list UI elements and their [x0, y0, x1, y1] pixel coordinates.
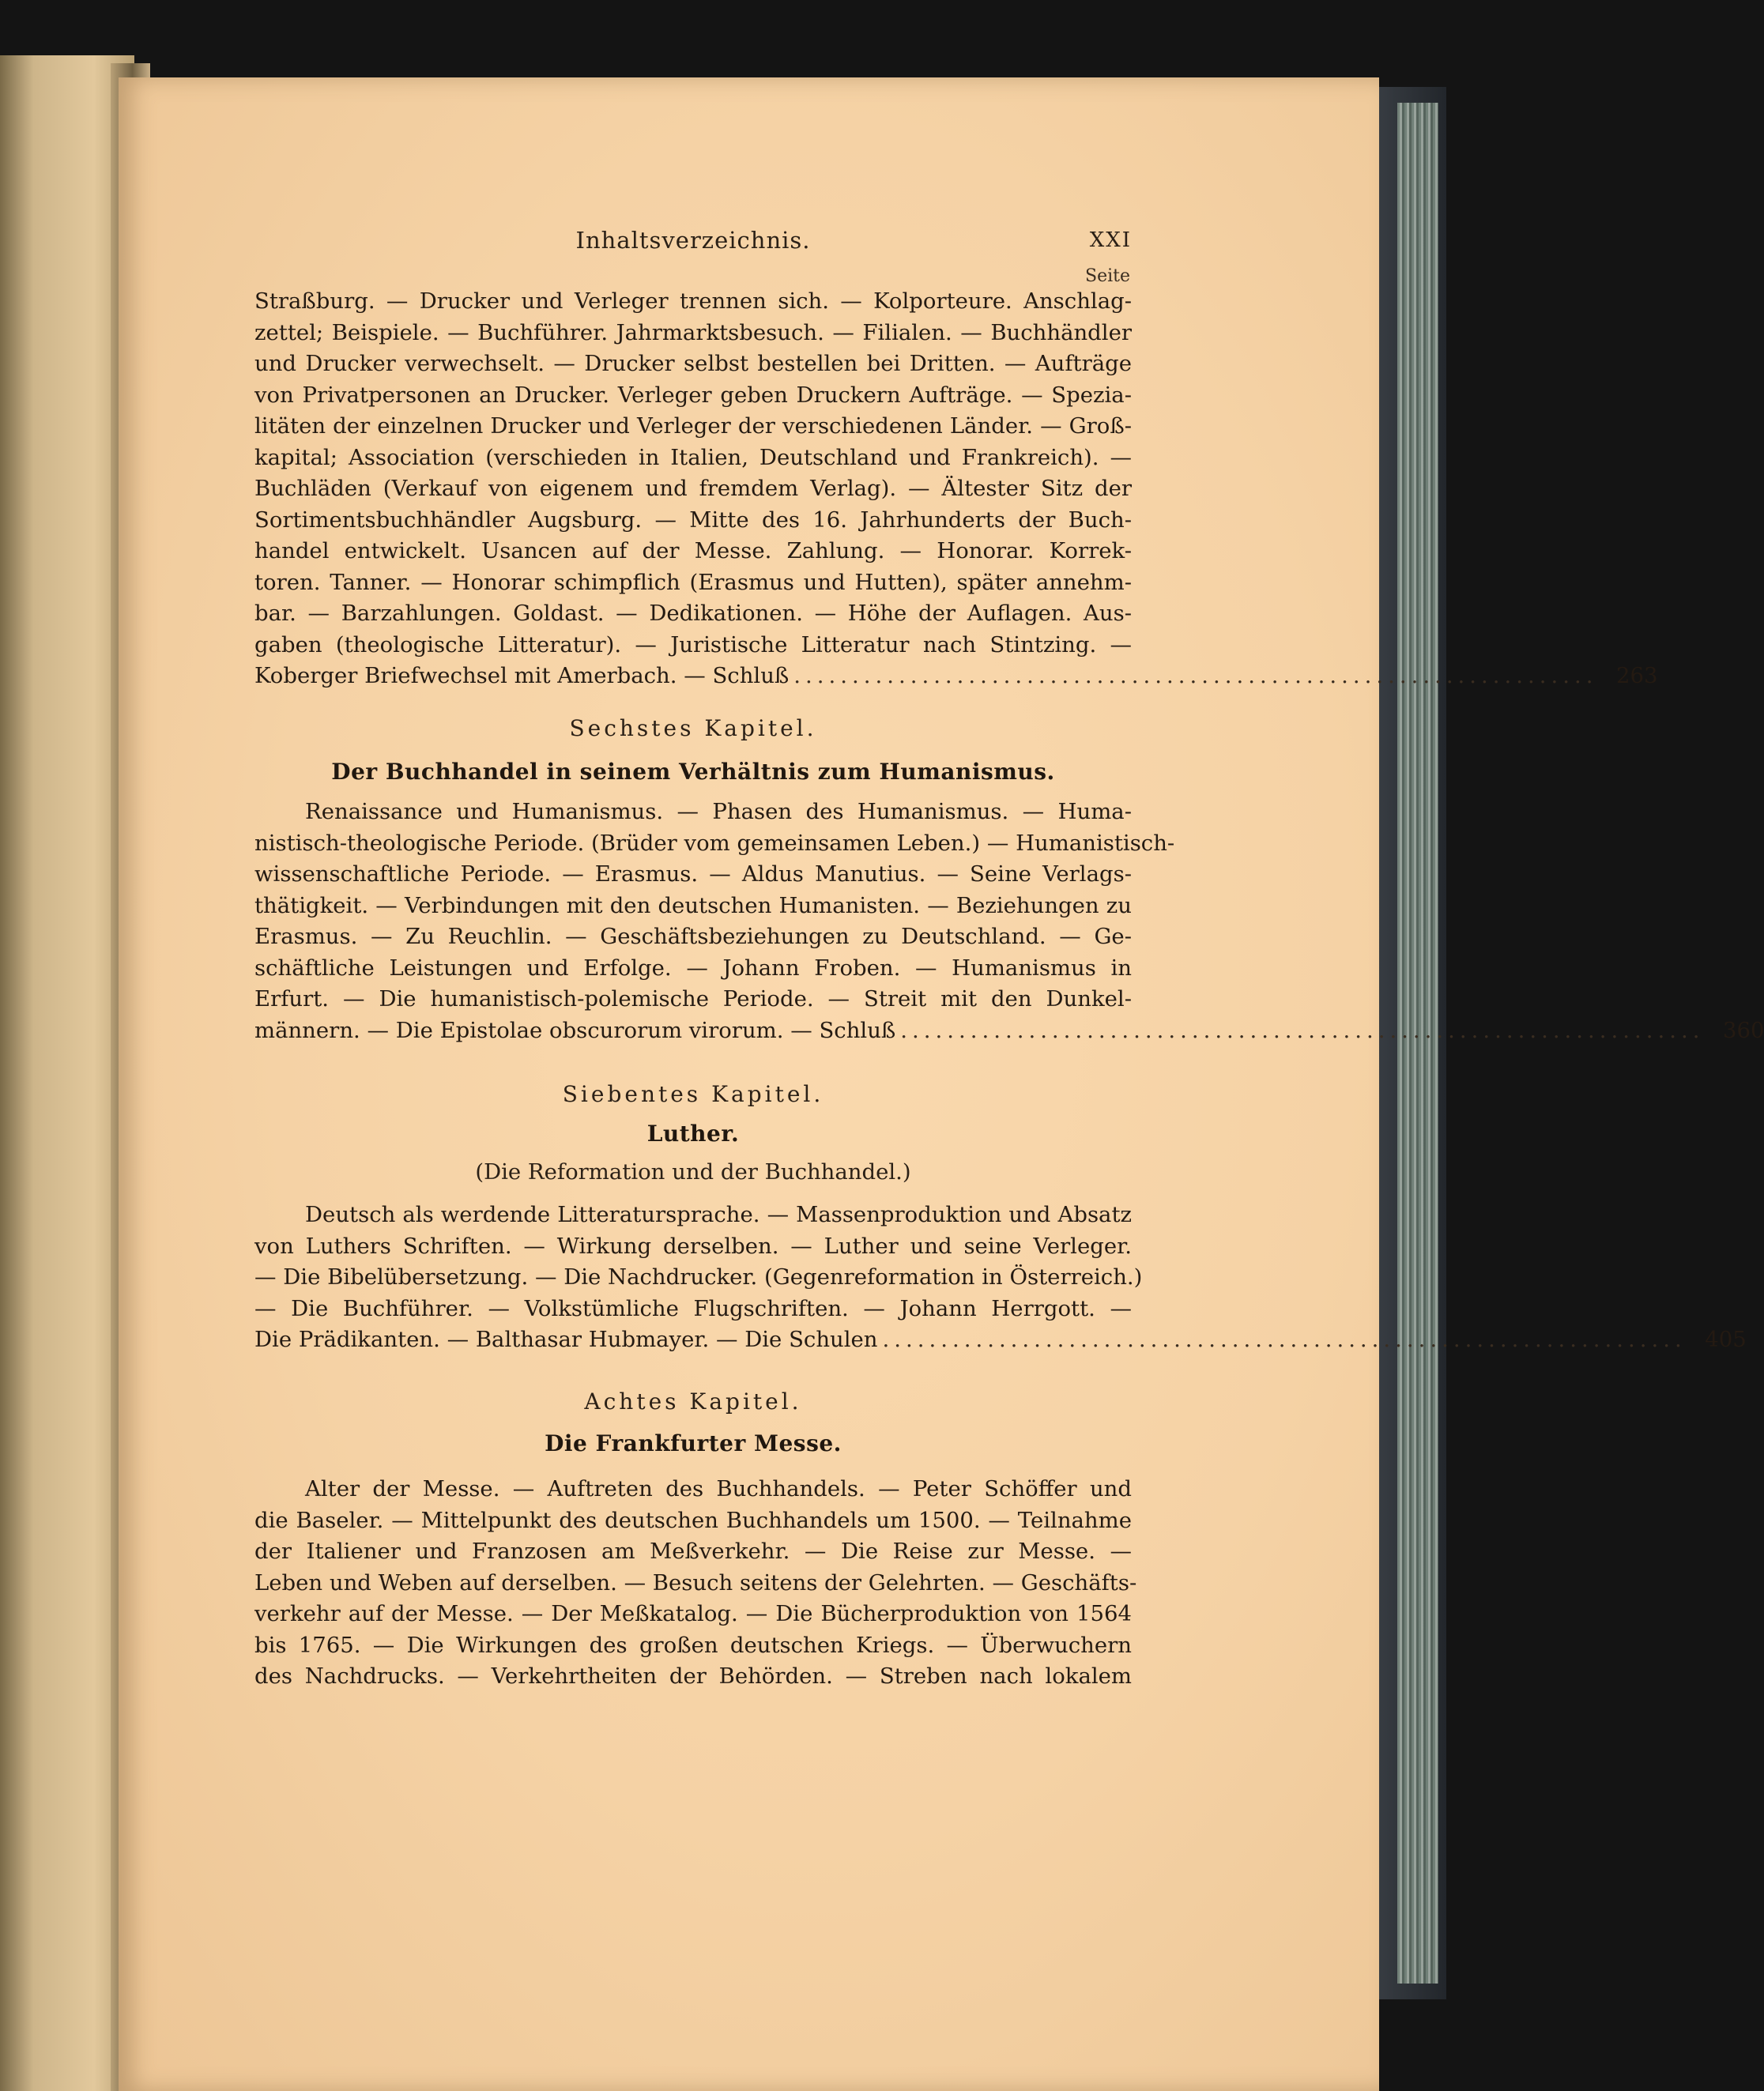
text-line: und Drucker verwechselt. — Drucker selbst bestellen bei Dritten. — Aufträge: [254, 351, 1132, 376]
text-line: — Die Buchführer. — Volkstümliche Flugschriften. — Johann Herrgott. —: [254, 1295, 1132, 1321]
text-line: bar. — Barzahlungen. Goldast. — Dedikationen. — Höhe der Auflagen. Aus-: [254, 601, 1132, 626]
text-line: zettel; Beispiele. — Buchführer. Jahrmarktsbesuch. — Filialen. — Buchhändler: [254, 319, 1132, 345]
chapter-title: Luther.: [646, 1121, 740, 1147]
toc-entry-last-line: [254, 1015, 1764, 1047]
text-line: Erfurt. — Die humanistisch-polemische Periode. — Streit mit den Dunkel-: [254, 986, 1132, 1012]
toc-page-number: 263: [1615, 663, 1658, 688]
chapter-subtitle: (Die Reformation und der Buchhandel.): [475, 1159, 911, 1185]
text-line: — Die Bibelübersetzung. — Die Nachdrucker. (Gegenreformation in Österreich.): [254, 1264, 1143, 1290]
text-line: Deutsch als werdende Litteratursprache. — Massenproduktion und Absatz: [305, 1202, 1132, 1227]
text-line: der Italiener und Franzosen am Meßverkehr. — Die Reise zur Messe. —: [254, 1539, 1132, 1564]
text-line: gaben (theologische Litteratur). — Juristische Litteratur nach Stintzing. —: [254, 631, 1132, 657]
dot-leader: .....................................................................: [793, 663, 1598, 688]
text-line: handel entwickelt. Usancen auf der Messe. Zahlung. — Honorar. Korrek-: [254, 538, 1132, 563]
text-line: Die Prädikanten. — Balthasar Hubmayer. — Die Schulen: [254, 1327, 878, 1352]
text-line: nistisch-theologische Periode. (Brüder vom gemeinsamen Leben.) — Humanistisch-: [254, 830, 1175, 856]
chapter-title: Der Buchhandel in seinem Verhältnis zum Humanismus.: [331, 759, 1055, 785]
chapter7-contents: [254, 1200, 1747, 1356]
text-line: Renaissance und Humanismus. — Phasen des Humanismus. — Huma-: [305, 799, 1132, 824]
toc-entry-last-line: [254, 1324, 1747, 1356]
text-line: Alter der Messe. — Auftreten des Buchhandels. — Peter Schöffer und: [305, 1476, 1132, 1501]
text-line: Leben und Weben auf derselben. — Besuch seitens der Gelehrten. — Geschäfts-: [254, 1569, 1137, 1596]
text-line: Sortimentsbuchhändler Augsburg. — Mitte des 16. Jahrhunderts der Buch-: [254, 507, 1132, 533]
text-line: Erasmus. — Zu Reuchlin. — Geschäftsbeziehungen zu Deutschland. — Ge-: [254, 924, 1132, 949]
chapter-title: Die Frankfurter Messe.: [545, 1430, 842, 1456]
text-line: Straßburg. — Drucker und Verleger trennen sich. — Kolporteure. Anschlag-: [254, 288, 1132, 314]
dot-leader: .....................................................................: [900, 1017, 1705, 1043]
dot-leader: .....................................................................: [882, 1327, 1687, 1352]
chapter-heading: Achtes Kapitel.: [584, 1388, 802, 1415]
text-line: männern. — Die Epistolae obscurorum virorum. — Schluß: [254, 1017, 896, 1043]
text-line: thätigkeit. — Verbindungen mit den deutschen Humanisten. — Beziehungen zu: [254, 892, 1132, 918]
text-line: Buchläden (Verkauf von eigenem und fremdem Verlag). — Ältester Sitz der: [254, 476, 1132, 501]
chapter5-contents: [254, 286, 1658, 692]
seite-column-label: Seite: [1085, 266, 1130, 286]
chapter-heading: Siebentes Kapitel.: [562, 1081, 824, 1107]
text-line: litäten der einzelnen Drucker und Verleger der verschiedenen Länder. — Groß-: [254, 413, 1132, 439]
toc-entry-last-line: [254, 661, 1658, 692]
text-line: des Nachdrucks. — Verkehrtheiten der Behörden. — Streben nach lokalem: [254, 1663, 1132, 1689]
chapter6-contents: [254, 797, 1764, 1046]
header-page-number: XXI: [1089, 228, 1132, 252]
text-line: Koberger Briefwechsel mit Amerbach. — Schluß: [254, 663, 790, 688]
chapter-heading: Sechstes Kapitel.: [569, 715, 817, 741]
text-line: bis 1765. — Die Wirkungen des großen deutschen Kriegs. — Überwuchern: [254, 1632, 1132, 1658]
header-title: Inhaltsverzeichnis.: [575, 227, 811, 254]
text-line: wissenschaftliche Periode. — Erasmus. — Aldus Manutius. — Seine Verlags-: [254, 861, 1132, 887]
text-line: verkehr auf der Messe. — Der Meßkatalog. — Die Bücherproduktion von 1564: [254, 1601, 1132, 1626]
text-line: von Luthers Schriften. — Wirkung derselben. — Luther und seine Verleger.: [254, 1233, 1132, 1259]
toc-page-number: 360: [1722, 1017, 1764, 1043]
text-line: toren. Tanner. — Honorar schimpflich (Erasmus und Hutten), später annehm-: [254, 569, 1132, 595]
text-line: die Baseler. — Mittelpunkt des deutschen Buchhandels um 1500. — Teilnahme: [254, 1507, 1132, 1533]
text-line: schäftliche Leistungen und Erfolge. — Johann Froben. — Humanismus in: [254, 955, 1132, 981]
text-line: von Privatpersonen an Drucker. Verleger geben Druckern Aufträge. — Spezia-: [254, 382, 1132, 408]
chapter8-contents: [254, 1474, 1137, 1693]
toc-page-number: 405: [1705, 1327, 1747, 1352]
running-header: [254, 227, 1132, 258]
text-line: kapital; Association (verschieden in Italien, Deutschland und Frankreich). —: [254, 444, 1132, 470]
